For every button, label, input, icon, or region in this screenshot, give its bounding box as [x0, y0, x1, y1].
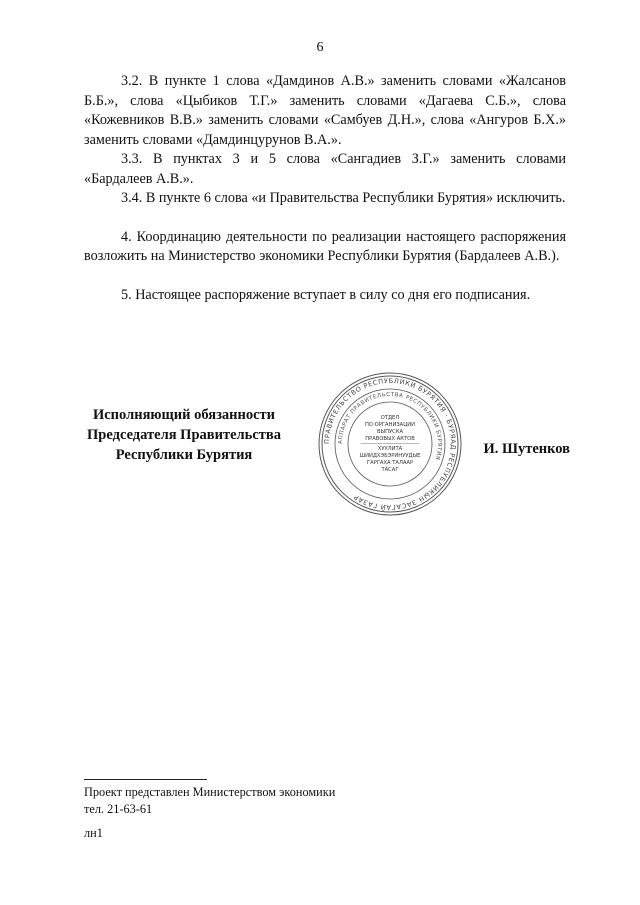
page-number: 6 [316, 40, 324, 55]
seal-outer-text: ПРАВИТЕЛЬСТВО РЕСПУБЛИКИ БУРЯТИЯ · БУРЯАД РЕСПУБЛИКЫН ЗАСАГАЙ ГАЗАР [322, 376, 458, 512]
seal-center-line-1: ОТДЕЛ [380, 415, 400, 421]
footer-code: лн1 [84, 826, 103, 840]
paragraph-4: 4. Координацию деятельности по реализации настоящего распоряжения возложить на Министерство экономики Республики Бурятия (Бардалеев А.В.). [84, 228, 566, 264]
signatory-title-line-1: Исполняющий обязанности [92, 407, 276, 423]
footer [84, 784, 335, 842]
seal-center-line-6: ШИИДХЭБЭРИНУУДЫЕ [359, 453, 421, 459]
seal-center-line-2: ПО ОРГАНИЗАЦИИ [364, 422, 416, 428]
footer-submitted-by: Проект представлен Министерством экономики [84, 785, 336, 799]
seal-center-line-7: ГАРГАХА ТАЛААР [366, 460, 414, 466]
signatory-title-line-3: Республики Бурятия [115, 447, 253, 463]
paragraph-3-4: 3.4. В пункте 6 слова «и Правительства Республики Бурятия» исключить. [121, 190, 566, 206]
signatory-title [84, 405, 284, 465]
signatory-title-line-2: Председателя Правительства [87, 427, 281, 443]
footnote-divider [84, 779, 207, 780]
seal-center-line-3: ВЫПУСКА [376, 429, 404, 435]
seal-center-line-5: ХУУЛИТА [377, 446, 403, 452]
paragraph-3-3: 3.3. В пунктах 3 и 5 слова «Сангадиев З.Г.» заменить словами «Бардалеев А.В.». [84, 151, 566, 187]
document-body [84, 72, 566, 305]
signatory-name: И. Шутенков [483, 441, 570, 457]
seal-center-line-8: ТАСАГ [381, 467, 399, 473]
official-seal [317, 371, 463, 517]
seal-center-line-4: ПРАВОВЫХ АКТОВ [365, 436, 415, 442]
footer-phone: тел. 21-63-61 [84, 802, 153, 816]
paragraph-5: 5. Настоящее распоряжение вступает в силу со дня его подписания. [121, 286, 531, 303]
paragraph-3-2: 3.2. В пункте 1 слова «Дамдинов А.В.» заменить словами «Жалсанов Б.Б.», слова «Цыбиков Т.Г.» заменить словами «Дагаева С.Б.», слова «Кожевников В.В.» заменить словами «Самбуев Д.Н.», слова «Ангуров Б.Х.» заменить словами «Дамдинцурунов В.А.». [84, 73, 566, 148]
seal-inner-text: АППАРАТ ПРАВИТЕЛЬСТВА РЕСПУБЛИКИ БУРЯТИЯ [337, 391, 443, 461]
